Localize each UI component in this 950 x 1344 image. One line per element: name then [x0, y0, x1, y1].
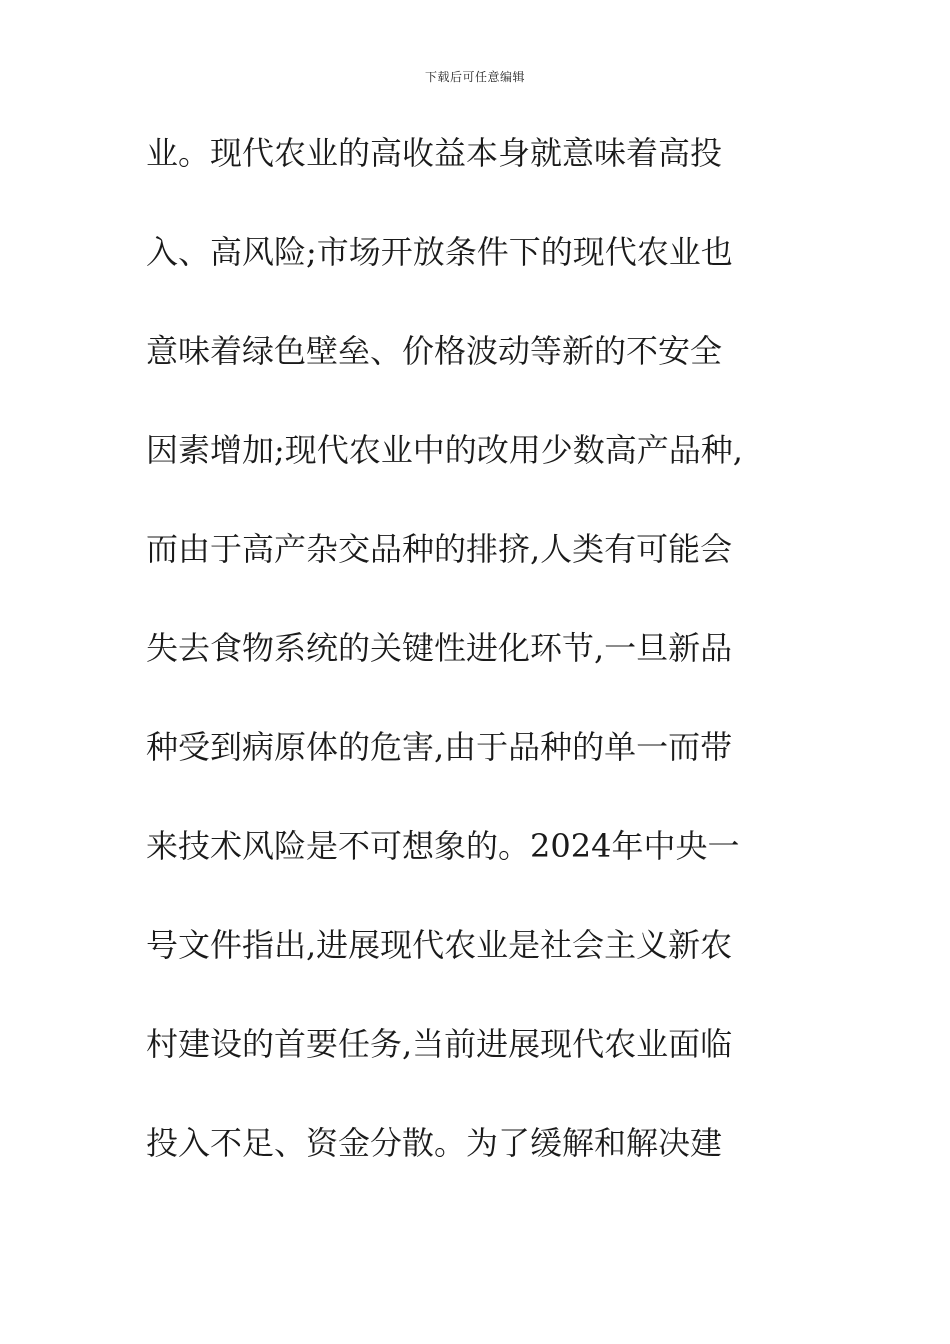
text-line: 来技术风险是不可想象的。2024年中央一	[146, 827, 740, 865]
text-line: 投入不足、资金分散。为了缓解和解决建	[146, 1124, 723, 1162]
text-line: 种受到病原体的危害,由于品种的单一而带	[146, 728, 733, 766]
text-line: 村建设的首要任务,当前进展现代农业面临	[146, 1025, 733, 1063]
text-line: 号文件指出,进展现代农业是社会主义新农	[146, 926, 733, 964]
text-line: 意味着绿色壁垒、价格波动等新的不安全	[146, 332, 723, 370]
text-line: 入、高风险;市场开放条件下的现代农业也	[146, 233, 733, 271]
text-line: 失去食物系统的关键性进化环节,一旦新品	[146, 629, 733, 667]
body-text	[146, 125, 826, 1214]
text-line: 而由于高产杂交品种的排挤,人类有可能会	[146, 530, 733, 568]
header-note: 下载后可任意编辑	[424, 70, 525, 84]
text-line: 因素增加;现代农业中的改用少数高产品种,	[146, 431, 743, 469]
text-line: 业。现代农业的高收益本身就意味着高投	[146, 134, 723, 172]
